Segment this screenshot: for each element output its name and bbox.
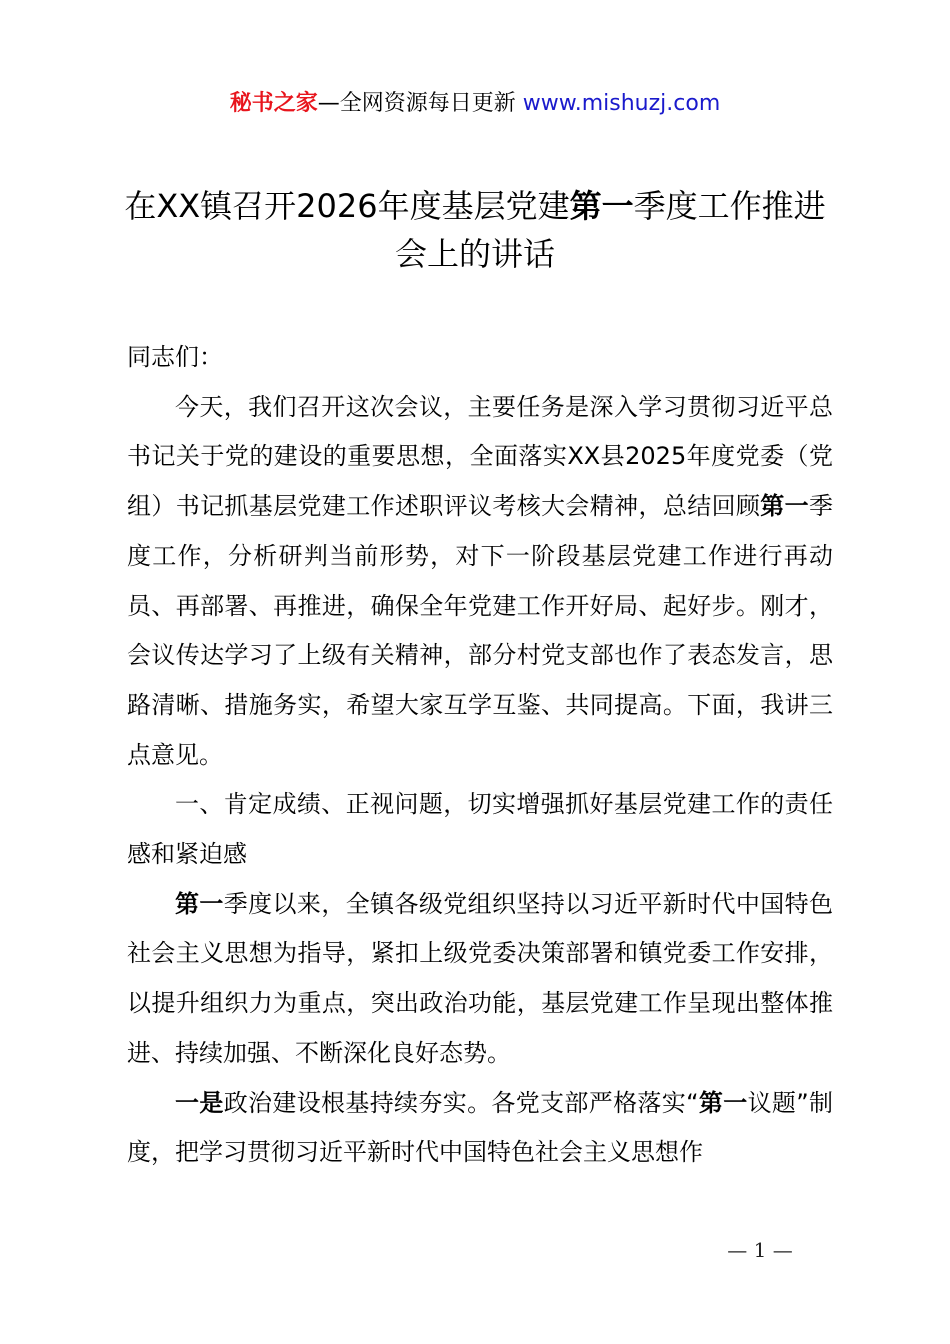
document-title (110, 182, 840, 278)
political-text-a: 政治建设根基持续夯实。各党支部严格落实“ (223, 1088, 699, 1117)
achievements-text: 季度以来，全镇各级党组织坚持以习近平新时代中国特色社会主义思想为指导，紧扣上级党委决策部署和镇党委工作安排，以提升组织力为重点，突出政治功能，基层党建工作呈现出整体推进、持续加强、不断深化良好态势。 (127, 889, 834, 1067)
paragraph-political-building (127, 1079, 833, 1178)
title-part-2: 季度工作推进会上的讲话 (394, 187, 826, 273)
paragraph-achievements (127, 880, 833, 1079)
document-body (127, 333, 833, 1178)
achievements-bold: 第一 (175, 889, 224, 918)
title-part-1: 在XX镇召开2026年度基层党建 (124, 187, 570, 225)
political-text-b: 议题”制度，把学习贯彻习近平新时代中国特色社会主义思想作 (127, 1088, 834, 1167)
intro-text-a: 今天，我们召开这次会议，主要任务是深入学习贯彻习近平总书记关于党的建设的重要思想，全面落实XX县2025年度党委（党组）书记抓基层党建工作述职评议考核大会精神，总结回顾 (127, 392, 833, 521)
paragraph-intro (127, 383, 833, 781)
intro-text-b: 季度工作，分析研判当前形势，对下一阶段基层党建工作进行再动员、再部署、再推进，确保全年党建工作开好局、起好步。刚才，会议传达学习了上级有关精神，部分村党支部也作了表态发言，思路清晰、措施务实，希望大家互学互鉴、共同提高。下面，我讲三点意见。 (127, 492, 834, 769)
title-bold: 第一 (569, 187, 634, 225)
political-bold-1: 一是 (175, 1088, 224, 1117)
political-bold-2: 第一 (698, 1088, 748, 1117)
section-heading-1: 一、肯定成绩、正视问题，切实增强抓好基层党建工作的责任感和紧迫感 (127, 790, 833, 869)
site-banner (0, 88, 950, 120)
brand-name: 秘书之家 (229, 91, 318, 116)
banner-slogan: —全网资源每日更新 (317, 91, 516, 116)
page-number: — 1 — (727, 1238, 793, 1262)
website-link[interactable]: www.mishuzj.com (522, 91, 721, 116)
salutation: 同志们： (127, 343, 223, 371)
intro-bold: 第一 (760, 492, 810, 521)
